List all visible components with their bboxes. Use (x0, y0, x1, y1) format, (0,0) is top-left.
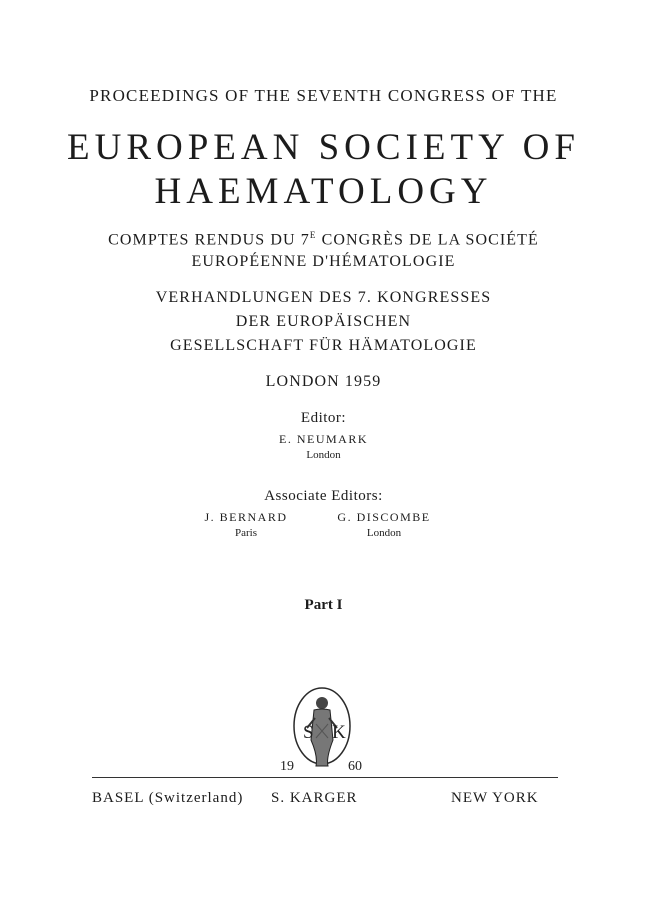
publisher-emblem-graphic (270, 678, 380, 782)
associate-editor-name: J. BERNARD (204, 510, 288, 524)
editor-label: Editor: (300, 410, 347, 426)
footer-publisher-city-2: NEW YORK (451, 790, 539, 806)
logo-letter-k: K (332, 722, 346, 743)
french-title-line2: EUROPÉENNE D'HÉMATOLOGIE (191, 253, 456, 270)
society-title-line2: HAEMATOLOGY (154, 171, 493, 212)
associate-editors-label: Associate Editors: (264, 488, 383, 504)
associate-editor-place: Paris (235, 527, 257, 539)
congress-location-year: LONDON 1959 (265, 373, 382, 390)
society-title-line1: EUROPEAN SOCIETY OF (67, 127, 580, 168)
footer-publisher-city: BASEL (Switzerland) (92, 790, 244, 806)
associate-editor (196, 510, 296, 539)
associate-editor-name: G. DISCOMBE (337, 510, 431, 524)
french-title-line1: COMPTES RENDUS DU $7^E$ CONGRÈS DE LA SOCIÉTÉ (108, 230, 539, 249)
editor-place: London (306, 449, 341, 461)
german-title-line3: GESELLSCHAFT FÜR HÄMATOLOGIE (170, 337, 477, 354)
footer-divider (92, 777, 558, 778)
german-title-line1: VERHANDLUNGEN DES 7. KONGRESSES (155, 289, 492, 306)
karger-colophon-icon (270, 678, 380, 782)
associate-editor-place: London (366, 527, 402, 539)
editor-name: E. NEUMARK (279, 432, 368, 446)
part-label: Part I (304, 597, 343, 613)
logo-letter-s: S (303, 722, 314, 743)
proceedings-heading: PROCEEDINGS OF THE SEVENTH CONGRESS OF THE (89, 86, 558, 105)
logo-year-left: 19 (280, 759, 294, 774)
logo-year-right: 60 (348, 759, 362, 774)
associate-editor (324, 510, 444, 539)
german-title-line2: DER EUROPÄISCHEN (235, 313, 412, 330)
footer-publisher-name: S. KARGER (271, 790, 358, 806)
